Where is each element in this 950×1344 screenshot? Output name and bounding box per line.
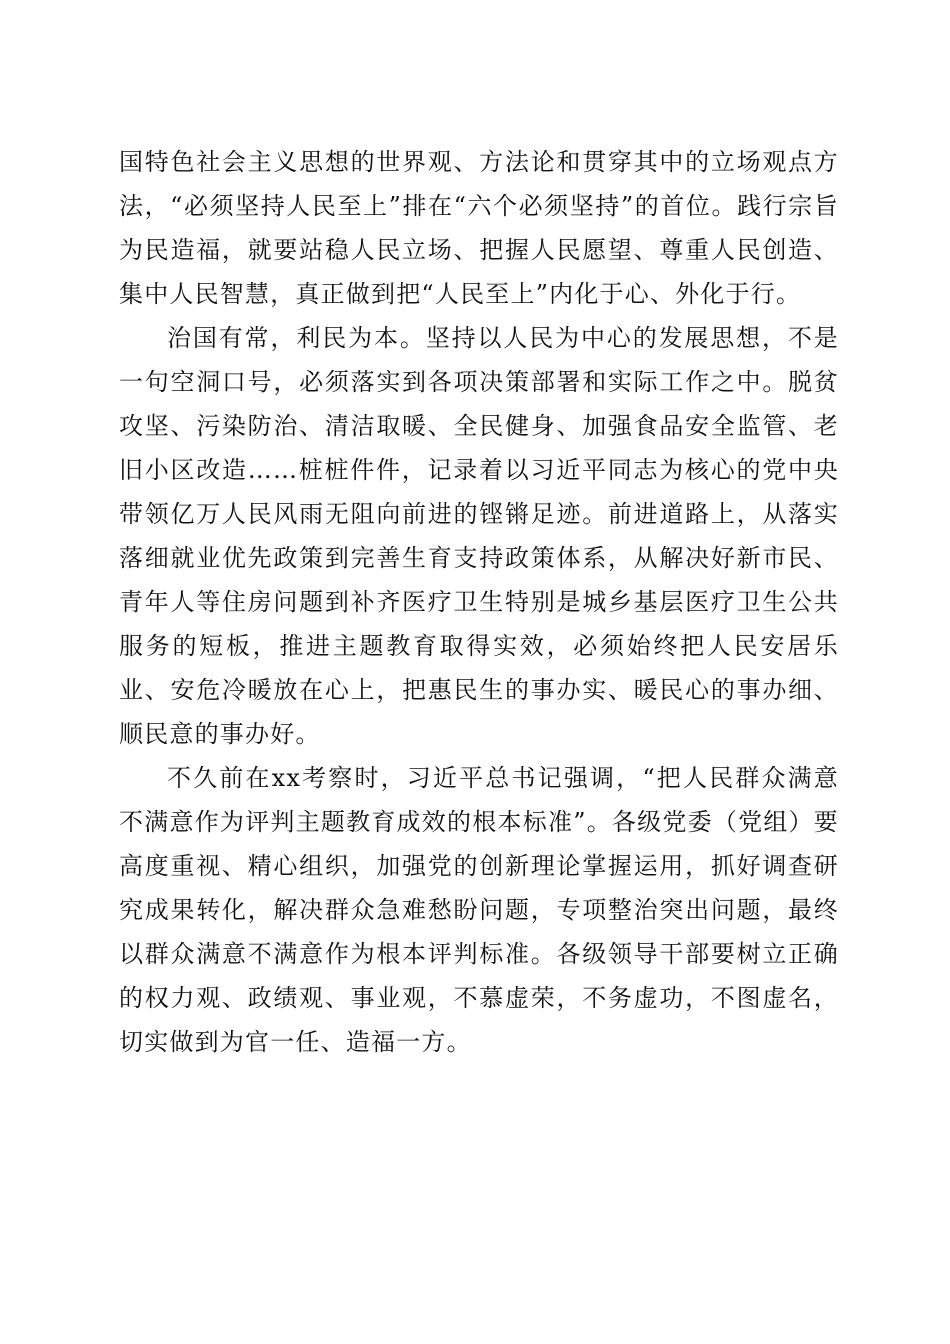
paragraph-2: 治国有常，利民为本。坚持以人民为中心的发展思想，不是一句空洞口号，必须落实到各项决策部署和实际工作之中。脱贫攻坚、污染防治、清洁取暖、全民健身、加强食品安全监管、老旧小区改造……桩桩件件，记录着以习近平同志为核心的党中央带领亿万人民风雨无阻向前进的铿锵足迹。前进道路上，从落实落细就业优先政策到完善生育支持政策体系，从解决好新市民、青年人等住房问题到补齐医疗卫生特别是城乡基层医疗卫生公共服务的短板，推进主题教育取得实效，必须始终把人民安居乐业、安危冷暖放在心上，把惠民生的事办实、暖民心的事办细、顺民意的事办好。 [119,324,839,748]
document-body [119,140,839,1064]
paragraph-1: 国特色社会主义思想的世界观、方法论和贯穿其中的立场观点方法，“必须坚持人民至上”排在“六个必须坚持”的首位。践行宗旨为民造福，就要站稳人民立场、把握人民愿望、尊重人民创造、集中人民智慧，真正做到把“人民至上”内化于心、外化于行。 [119,148,839,308]
paragraph-3: 不久前在xx考察时，习近平总书记强调，“把人民群众满意不满意作为评判主题教育成效的根本标准”。各级党委（党组）要高度重视、精心组织，加强党的创新理论掌握运用，抓好调查研究成果转化，解决群众急难愁盼问题，专项整治突出问题，最终以群众满意不满意作为根本评判标准。各级领导干部要树立正确的权力观、政绩观、事业观，不慕虚荣，不务虚功，不图虚名，切实做到为官一任、造福一方。 [119,764,839,1056]
